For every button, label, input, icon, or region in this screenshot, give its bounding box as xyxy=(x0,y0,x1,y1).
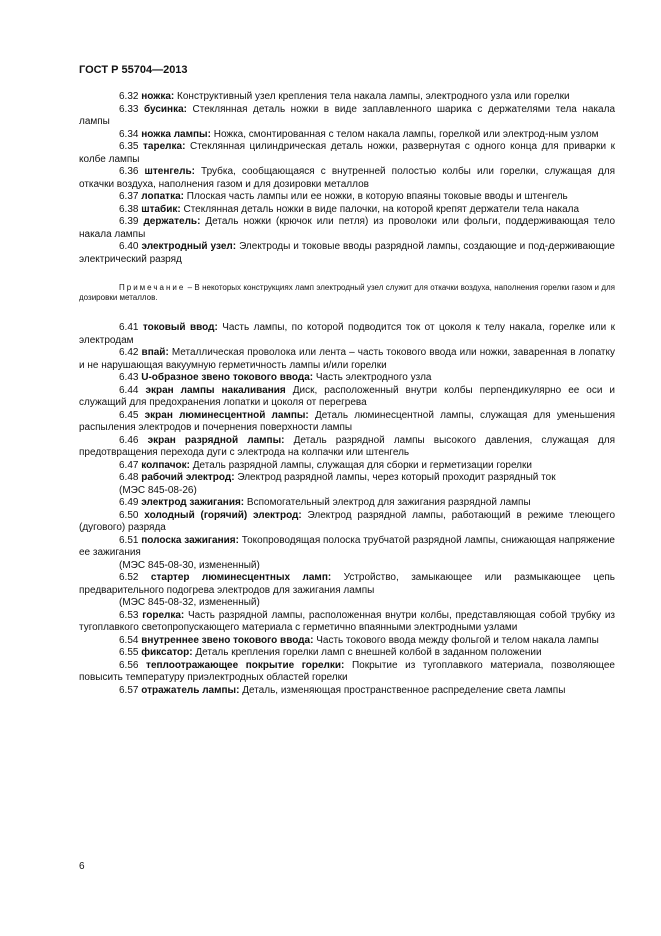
definition-entry xyxy=(79,385,615,410)
entry-number: 6.48 xyxy=(119,472,139,483)
definition-entry xyxy=(79,435,615,460)
entry-definition: Конструктивный узел крепления тела накала лампы, электродного узла или горелки xyxy=(177,91,570,102)
entries-group-1 xyxy=(79,91,615,266)
entry-number: 6.32 xyxy=(119,91,139,102)
entry-number: 6.37 xyxy=(119,191,139,202)
page-number: 6 xyxy=(79,861,85,872)
definition-entry xyxy=(79,347,615,372)
entry-term: ножка: xyxy=(141,91,175,102)
definition-entry xyxy=(79,647,615,660)
entries-group-2 xyxy=(79,322,615,697)
entry-definition: Деталь, изменяющая пространственное распределение света лампы xyxy=(242,684,566,696)
definition-entry xyxy=(79,129,615,142)
entry-number: 6.53 xyxy=(119,609,139,621)
entry-term: держатель: xyxy=(143,216,201,227)
entry-definition: Деталь разрядной лампы, служащая для сборки и герметизации горелки xyxy=(192,459,532,471)
entry-term: ножка лампы: xyxy=(141,128,211,140)
definition-entry xyxy=(79,216,615,241)
entry-definition: Стеклянная деталь ножки в виде палочки, на которой крепят держатели тела накала xyxy=(183,203,580,215)
definition-entry xyxy=(79,410,615,435)
definition-entry xyxy=(79,241,615,266)
entry-term: токовый ввод: xyxy=(142,322,218,333)
entry-number: 6.35 xyxy=(119,141,139,152)
entry-term: экран разрядной лампы: xyxy=(147,434,285,446)
entry-number: 6.41 xyxy=(119,322,139,333)
entry-term: экран лампы накаливания xyxy=(145,384,286,396)
entry-definition: Деталь крепления горелки ламп с внешней колбой в заданном положении xyxy=(195,647,542,658)
entry-number: 6.55 xyxy=(119,647,139,658)
definition-entry xyxy=(79,635,615,648)
entry-term: тарелка: xyxy=(143,141,186,152)
entry-term: штенгель: xyxy=(144,166,195,177)
entry-number: 6.36 xyxy=(119,166,139,177)
entry-term: внутреннее звено токового ввода: xyxy=(141,634,314,646)
entry-number: 6.50 xyxy=(119,509,139,521)
entry-definition: Электрод разрядной лампы, через который проходит разрядный ток xyxy=(237,472,556,483)
entry-number: 6.33 xyxy=(119,103,139,115)
entry-definition: Вспомогательный электрод для зажигания разрядной лампы xyxy=(246,497,531,508)
entry-number: 6.45 xyxy=(119,409,139,421)
entry-definition: Стеклянная деталь ножки в виде заплавленного шарика с держателями тела накала лампы xyxy=(79,103,616,127)
definition-entry xyxy=(79,322,615,347)
entry-term: бусинка: xyxy=(143,103,187,115)
definition-entry xyxy=(79,141,615,166)
definition-entry xyxy=(79,91,615,104)
entry-term: фиксатор: xyxy=(141,647,193,658)
entry-term: впай: xyxy=(141,347,169,358)
entry-term: горелка: xyxy=(142,609,185,621)
entry-source: (МЭС 845-08-30, измененный) xyxy=(119,559,260,571)
entry-definition: Деталь разрядной лампы высокого давления, служащая для предотвращения перехода дуги с электрода на колпачки или штенгель xyxy=(79,434,615,458)
note-label: Примечание xyxy=(119,283,186,292)
entry-term: колпачок: xyxy=(141,459,190,471)
entry-definition: Плоская часть лампы или ее ножки, в которую впаяны токовые вводы и штенгель xyxy=(186,191,568,202)
entry-definition: Стеклянная цилиндрическая деталь ножки, развернутая с одного конца для приварки к колбе лампы xyxy=(79,141,616,165)
entry-definition: Ножка, смонтированная с телом накала лампы, горелкой или электрод-ным узлом xyxy=(213,128,599,140)
entry-definition: Электроды и токовые вводы разрядной лампы, создающие и под-держивающие электрический разряд xyxy=(79,241,615,265)
definition-entry xyxy=(79,104,615,129)
entry-number: 6.38 xyxy=(119,203,139,215)
entry-term: U-образное звено токового ввода: xyxy=(141,372,314,383)
entry-number: 6.46 xyxy=(119,434,139,446)
definition-entry xyxy=(79,610,615,635)
document-body xyxy=(79,91,615,697)
entry-definition: Покрытие из тугоплавкого материала, позволяющее повысить температуру приэлектродных областей горелки xyxy=(79,659,615,683)
entry-definition: Часть лампы, по которой подводится ток от цоколя к телу накала, горелке или к электродам xyxy=(79,322,616,346)
entry-definition: Металлическая проволока или лента – часть токового ввода или ножки, заваренная в лопатку и не нарушающая вакуумную герметичность лампы и/или горелки xyxy=(79,347,616,371)
entry-number: 6.54 xyxy=(119,634,139,646)
entry-source: (МЭС 845-08-32, измененный) xyxy=(119,597,260,608)
entry-number: 6.34 xyxy=(119,128,139,140)
definition-entry xyxy=(79,166,615,191)
entry-number: 6.47 xyxy=(119,459,139,471)
entry-number: 6.51 xyxy=(119,534,139,546)
entry-definition: Часть разрядной лампы, расположенная внутри колбы, представляющая собой трубку из тугоплавкого светопропускающего материала с герметично впаянными электродными узлами xyxy=(79,609,615,633)
entry-definition: Токопроводящая полоска трубчатой разрядной лампы, снижающая напряжение ее зажигания xyxy=(79,534,615,558)
entry-number: 6.57 xyxy=(119,684,139,696)
entry-number: 6.39 xyxy=(119,216,139,227)
entry-term: рабочий электрод: xyxy=(141,472,235,483)
entry-definition: Часть токового ввода между фольгой и телом накала лампы xyxy=(316,634,599,646)
entry-number: 6.40 xyxy=(119,241,139,252)
entry-term: отражатель лампы: xyxy=(141,684,240,696)
entry-term: экран люминесцентной лампы: xyxy=(144,409,309,421)
entry-term: электродный узел: xyxy=(141,241,237,252)
entry-term: штабик: xyxy=(141,203,181,215)
entry-definition: Диск, расположенный внутри колбы перпендикулярно ее оси и служащий для предохранения лопатки и цоколя от перегрева xyxy=(79,384,615,408)
definition-entry xyxy=(79,572,615,597)
definition-entry xyxy=(79,660,615,685)
entry-term: холодный (горячий) электрод: xyxy=(144,509,302,521)
entry-term: стартер люминесцентных ламп: xyxy=(150,572,332,583)
definition-entry xyxy=(79,472,615,485)
definition-entry xyxy=(79,372,615,385)
entry-term: полоска зажигания: xyxy=(141,534,239,546)
entry-number: 6.52 xyxy=(119,572,139,583)
entry-definition: Электрод разрядной лампы, работающий в режиме тлеющего (дугового) разряда xyxy=(79,509,616,533)
definition-entry xyxy=(79,535,615,560)
definition-entry xyxy=(79,191,615,204)
definition-entry xyxy=(79,510,615,535)
entry-definition: Трубка, сообщающаяся с внутренней полостью колбы или горелки, служащая для откачки воздуха, наполнения газом и для дозировки металлов xyxy=(79,166,615,190)
entry-source: (МЭС 845-08-26) xyxy=(119,484,197,496)
note-text: – В некоторых конструкциях ламп электродный узел служит для откачки воздуха, наполнения горелки газом и для дозировки металлов. xyxy=(79,283,615,302)
entry-number: 6.43 xyxy=(119,372,139,383)
entry-number: 6.49 xyxy=(119,497,139,508)
entry-definition: Часть электродного узла xyxy=(315,372,432,383)
entry-term: теплоотражающее покрытие горелки: xyxy=(146,659,345,671)
definition-entry xyxy=(79,460,615,473)
entry-number: 6.56 xyxy=(119,659,139,671)
entry-definition: Деталь люминесцентной лампы, служащая для уменьшения распыления электродов и почернения поверхности лампы xyxy=(79,409,615,433)
entry-term: электрод зажигания: xyxy=(141,497,245,508)
entry-definition: Устройство, замыкающее или размыкающее цепь предварительного подогрева электродов для зажигания лампы xyxy=(79,572,616,596)
document-header: ГОСТ Р 55704—2013 xyxy=(79,64,188,76)
entry-number: 6.44 xyxy=(119,384,139,396)
entry-number: 6.42 xyxy=(119,347,139,358)
definition-entry xyxy=(79,204,615,217)
definition-entry xyxy=(79,497,615,510)
note xyxy=(79,283,615,303)
definition-entry xyxy=(79,685,615,698)
entry-term: лопатка: xyxy=(141,191,184,202)
entry-definition: Деталь ножки (крючок или петля) из проволоки или фольги, поддерживающая тело накала лампы xyxy=(79,216,615,240)
